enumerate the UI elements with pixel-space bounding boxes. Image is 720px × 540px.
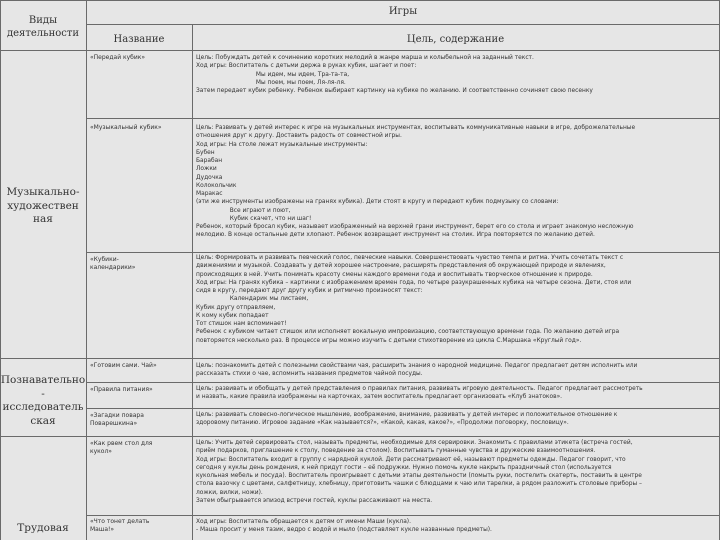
game-description: Цель: Формировать и развивать певческий голос, певческие навыки. Совершенствовать чувство темпа и ритма. Учить сочетать текст с движениями и музыкой. Создавать у детей хорошее настроение, расширять представления об окружающей природе и явлениях, происходящих в ней. Учить понимать красоту смены каждого времени года и воспитывать творческое отношение к природе. Ход игры: На гранях кубика – картинки с изображением времен года, по четыре разукрашенных кубика на четыре сезона. Дети, стоя или сидя в кругу, передают друг другу кубик и ритмично произносят текст: Календарик мы листаем, Кубик другу отправляем, К кому кубик попадает Тот стишок нам вспоминает! Ребенок с кубиком читает стишок или исполняет вокальную импровизацию, соответствующую времени года. По желанию детей игра повторяется несколько раз. В процессе игры можно изучить с детьми стихотворение из цикла С.Маршака «Круглый год». xyxy=(196,255,632,344)
game-name: «Передай кубик» xyxy=(90,54,146,61)
game-name: «Загадки повара Поварешкина» xyxy=(90,412,144,428)
header-bottom-border xyxy=(0,50,720,51)
game-description: Ход игры: Воспитатель обращается к детям от имени Маши (кукла). - Маша просит у меня тазик, ведро с водой и мыло (подставляет кукле названные предметы). xyxy=(196,519,492,534)
row-divider xyxy=(86,408,720,409)
table-left-border xyxy=(0,0,1,540)
header-types-of-activity: Виды деятельности xyxy=(6,15,80,39)
row-divider xyxy=(86,252,720,253)
header-divider-games xyxy=(86,24,720,25)
game-description: Цель: познакомить детей с полезными свойствами чая, расширить знания о народной медицине. Педагог предлагает детям исполнить или рассказать стихи о чае, вспомнить названия предметов чайной посуды. xyxy=(196,363,638,378)
game-description: Цель: развивать и обобщать у детей представления о правилах питания, развивать игровую деятельность. Педагог предлагает рассмотреть и назвать, какие правила изображены на карточках, затем воспитатель предлагает организовать «Клуб знатоков». xyxy=(196,386,643,401)
game-description: Цель: развивать словесно-логическое мышление, воображение, внимание, развивать у детей интерес и положительное отношение к здоровому питанию. Игровое задание «Как называется?», «Какой, какая, какое?», «Продолжи поговорку, пословицу». xyxy=(196,412,618,427)
header-name-column: Название xyxy=(113,34,165,45)
game-description: Цель: Развивать у детей интерес к игре на музыкальных инструментах, воспитывать коммуникативные навыки в игре, доброжелательные отношения друг к другу. Доставить радость от совместной игры. Ход игры: На столе лежат музыкальные инструменты: Бубен Барабан Ложки Дудочка Колокольчик Маракас (эти же инструменты изображены на гранях кубика). Дети стоят в кругу и передают кубик подмузыку со словами: Все играют и поют, Кубик скачет, что ни шаг! Ребенок, который бросал кубик, называет изображенный на верхней грани инструмент, берет его со стола и играет знакомую несложную мелодию. В конце остальные дети хлопают. Ребенок возвращает инструмент на столик. Игра повторяется по желанию детей. xyxy=(196,125,636,239)
row-divider xyxy=(86,358,720,359)
name-column-divider xyxy=(192,24,193,540)
game-description: Цель: Побуждать детей к сочинению коротких мелодий в жанре марша и колыбельной на заданный текст. Ход игры: Воспитатель с детьми держа в руках кубик, шагает и поет: Мы идем, мы идем, Тра-та-та, Мы поем, мы поем, Ля-ля-ля. Затем передает кубик ребенку. Ребенок выбирает картинку на кубике по желанию. И соответственно сочиняет свою песенку xyxy=(196,55,593,94)
row-divider xyxy=(86,515,720,516)
game-name: «Кубики- календарики» xyxy=(90,256,136,272)
category-labor: Трудовая xyxy=(17,522,69,534)
row-divider xyxy=(86,382,720,383)
category-music-art: Музыкально- художествен ная xyxy=(6,186,80,226)
game-name: «Правила питания» xyxy=(90,386,153,393)
row-divider xyxy=(86,118,720,119)
category-column-divider xyxy=(86,0,87,540)
game-name: «Что тонет делать Маша!» xyxy=(90,518,150,534)
header-games: Игры xyxy=(388,6,418,17)
category-divider xyxy=(0,358,86,359)
row-divider xyxy=(86,436,720,437)
game-name: «Готовим сами. Чай» xyxy=(90,362,157,369)
category-cognitive-research: Познавательно - исследователь ская xyxy=(0,374,86,427)
game-description: Цель: Учить детей сервировать стол, называть предметы, необходимые для сервировки. Знакомить с правилами этикета (встреча гостей, приём подарков, приглашение к столу, поведение за столом). Воспитывать гуманные чувства и дружеские взаимоотношения. Ход игры: Воспитатель входит в группу с нарядной куклой. Дети рассматривают её, называют предметы одежды. Педагог говорит, что сегодня у куклы день рождения, к ней придут гости – её подружки. Нужно помочь кукле накрыть праздничный стол (используется кукольная мебель и посуда). Воспитатель проигрывает с детьми этапы деятельности (помыть руки, постелить скатерть, поставить в центре стола вазочку с цветами, салфетницу, хлебницу, приготовить чашки с блюдцами к чаю или тарелки, а рядом разложить столовые приборы – ложки, вилки, ножи). Затем обыгрывается эпизод встречи гостей, куклы рассаживают на места. xyxy=(196,440,642,504)
table-top-border xyxy=(0,0,720,1)
category-divider xyxy=(0,436,86,437)
game-name: «Музыкальный кубик» xyxy=(90,124,162,131)
header-goal-column: Цель, содержание xyxy=(406,34,505,45)
game-name: «Как рвем стол для кукол» xyxy=(90,440,153,456)
